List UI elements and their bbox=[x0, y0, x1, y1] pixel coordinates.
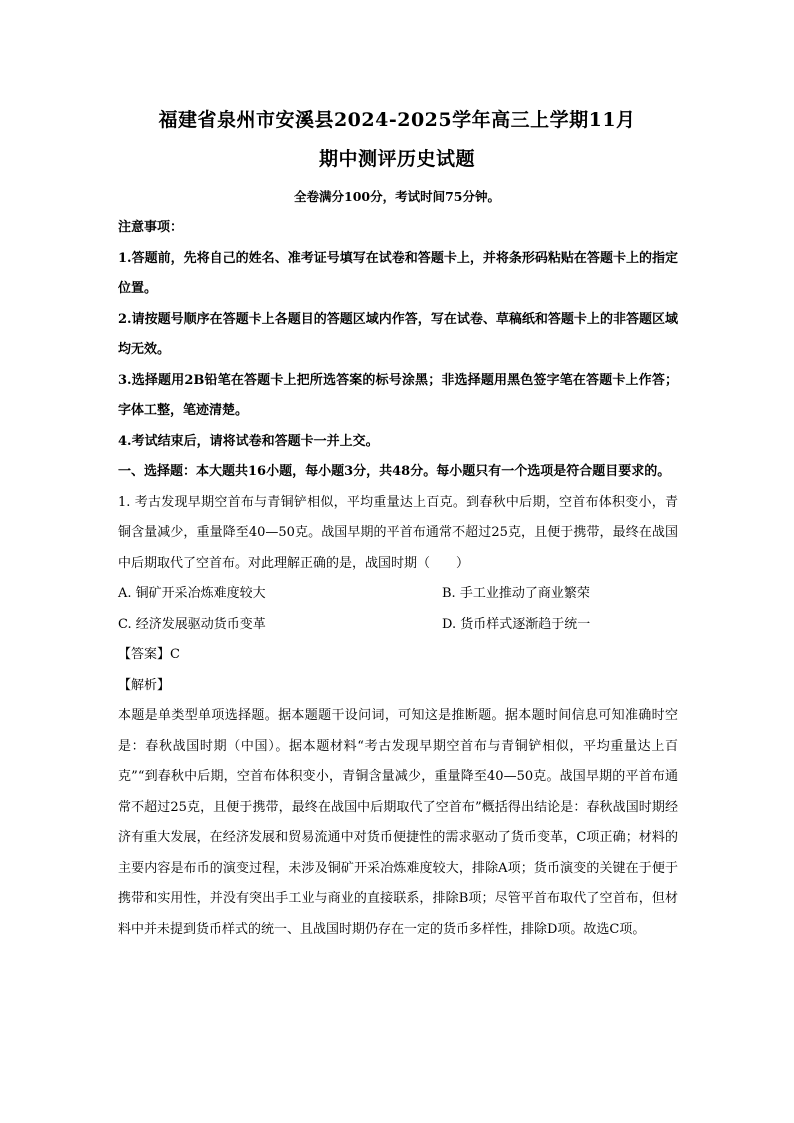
answer-line bbox=[118, 640, 678, 671]
section-heading: 一、选择题：本大题共16小题，每小题3分，共48分。每小题只有一个选项是符合题目要求的。 bbox=[118, 464, 671, 479]
option-b: B. 手工业推动了商业繁荣 bbox=[442, 586, 590, 601]
analysis-text: 本题是单类型单项选择题。据本题题干设问词，可知这是推断题。据本题时间信息可知准确时空是：春秋战国时期（中国）。据本题材料“考古发现早期空首布与青铜铲相似，平均重量达上百克”“到春秋中后期，空首布体积变小，青铜含量减少，重量降至40—50克。战国早期的平首布通常不超过25克，且便于携带，最终在战国中后期取代了空首布”概括得出结论是：春秋战国时期经济有重大发展，在经济发展和贸易流通中对货币便捷性的需求驱动了货币变革，C项正确；材料的主要内容是布币的演变过程，未涉及铜矿开采冶炼难度较大，排除A项；货币演变的关键在于便于携带和实用性，并没有突出手工业与商业的直接联系，排除B项；尽管平首布取代了空首布，但材料中并未提到货币样式的统一、且战国时期仍存在一定的货币多样性，排除D项。故选C项。 bbox=[118, 708, 678, 937]
exam-body bbox=[118, 213, 678, 945]
exam-subtitle: 全卷满分100分，考试时间75分钟。 bbox=[294, 189, 500, 204]
notes-item-1: 1.答题前，先将自己的姓名、准考证号填写在试卷和答题卡上，并将条形码粘贴在答题卡上的指定位置。 bbox=[118, 250, 678, 296]
option-c: C. 经济发展驱动货币变革 bbox=[118, 616, 266, 632]
option-d: D. 货币样式逐渐趋于统一 bbox=[442, 616, 591, 632]
option-a: A. 铜矿开采冶炼难度较大 bbox=[118, 586, 266, 601]
question-1-stem: 1. 考古发现早期空首布与青铜铲相似，平均重量达上百克。到春秋中后期，空首布体积变小，青铜含量减少，重量降至40—50克。战国早期的平首布通常不超过25克，且便于携带，最终在战国中后期取代了空首布。对此理解正确的是，战国时期（ ） bbox=[118, 494, 678, 571]
notes-heading: 注意事项： bbox=[118, 220, 184, 235]
notes-item-4: 4.考试结束后，请将试卷和答题卡一并上交。 bbox=[118, 433, 379, 449]
notes-item-3: 3.选择题用2B铅笔在答题卡上把所选答案的标号涂黑；非选择题用黑色签字笔在答题卡上作答；字体工整，笔迹清楚。 bbox=[118, 372, 678, 418]
analysis-label: 【解析】 bbox=[118, 677, 171, 693]
answer-label: 【答案】 bbox=[118, 647, 171, 662]
question-1-options bbox=[118, 579, 678, 640]
exam-title-line1: 福建省泉州市安溪县2024-2025学年高三上学期11月 bbox=[158, 109, 636, 131]
answer-value: C bbox=[170, 647, 180, 662]
notes-item-2: 2.请按题号顺序在答题卡上各题目的答题区域内作答，写在试卷、草稿纸和答题卡上的非答题区域均无效。 bbox=[118, 311, 678, 357]
exam-title-line2: 期中测评历史试题 bbox=[318, 148, 475, 170]
